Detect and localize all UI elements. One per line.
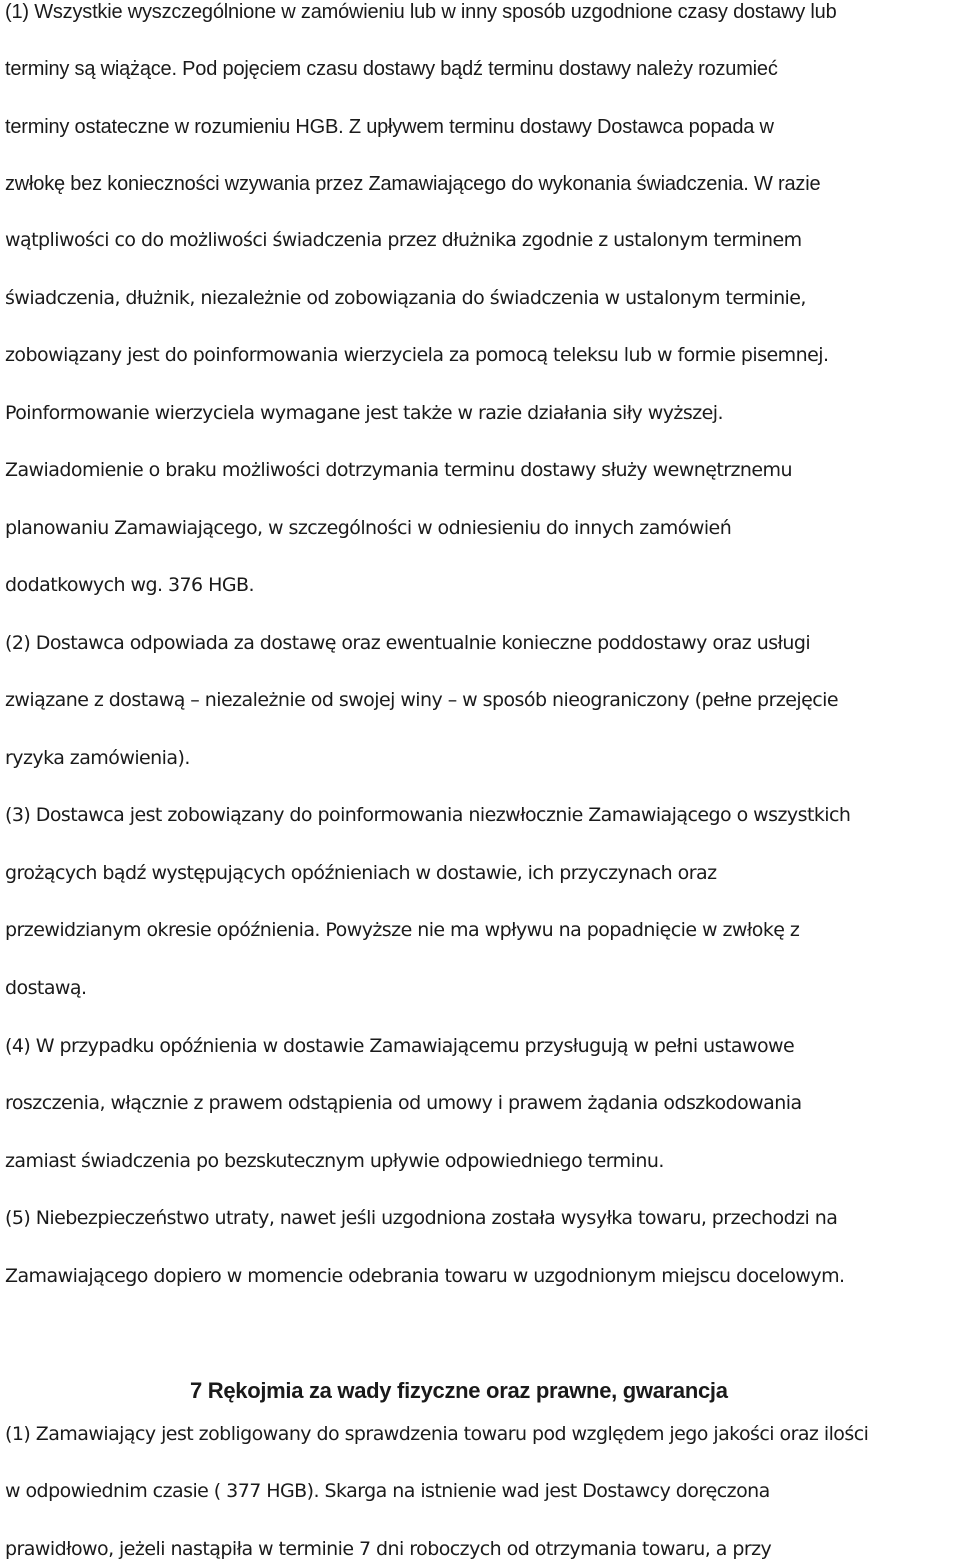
text-line: dodatkowych wg. 376 HGB. (5, 574, 254, 596)
text-line: świadczenia, dłużnik, niezależnie od zobowiązania do świadczenia w ustalonym terminie, (5, 287, 806, 309)
text-line: zwłokę bez konieczności wzywania przez Zamawiającego do wykonania świadczenia. W razie (5, 173, 821, 195)
text-line: (4) W przypadku opóźnienia w dostawie Zamawiającemu przysługują w pełni ustawowe (5, 1035, 795, 1057)
text-line: Poinformowanie wierzyciela wymagane jest także w razie działania siły wyższej. (5, 402, 723, 424)
text-line: prawidłowo, jeżeli nastąpiła w terminie 7 dni roboczych od otrzymania towaru, a przy (5, 1538, 772, 1560)
text-line: wątpliwości co do możliwości świadczenia przez dłużnika zgodnie z ustalonym terminem (5, 229, 802, 251)
text-line: planowaniu Zamawiającego, w szczególności w odniesieniu do innych zamówień (5, 517, 732, 539)
text-line: zobowiązany jest do poinformowania wierzyciela za pomocą teleksu lub w formie pisemnej. (5, 344, 829, 366)
text-line: (1) Zamawiający jest zobligowany do sprawdzenia towaru pod względem jego jakości oraz ilości (5, 1423, 869, 1445)
text-line: ryzyka zamówienia). (5, 747, 190, 769)
text-line: terminy ostateczne w rozumieniu HGB. Z upływem terminu dostawy Dostawca popada w (5, 116, 774, 138)
text-line: terminy są wiążące. Pod pojęciem czasu dostawy bądź terminu dostawy należy rozumieć (5, 58, 778, 80)
text-line: przewidzianym okresie opóźnienia. Powyższe nie ma wpływu na popadnięcie w zwłokę z (5, 919, 800, 941)
section-heading: 7 Rękojmia za wady fizyczne oraz prawne, gwarancja (190, 1378, 728, 1403)
text-line: Zawiadomienie o braku możliwości dotrzymania terminu dostawy służy wewnętrznemu (5, 459, 793, 481)
text-line: (2) Dostawca odpowiada za dostawę oraz ewentualnie konieczne poddostawy oraz usługi (5, 632, 811, 654)
text-line: (5) Niebezpieczeństwo utraty, nawet jeśli uzgodniona została wysyłka towaru, przechodzi na (5, 1207, 838, 1229)
text-line: (3) Dostawca jest zobowiązany do poinformowania niezwłocznie Zamawiającego o wszystkich (5, 804, 851, 826)
text-line: roszczenia, włącznie z prawem odstąpienia od umowy i prawem żądania odszkodowania (5, 1092, 802, 1114)
text-line: (1) Wszystkie wyszczególnione w zamówieniu lub w inny sposób uzgodnione czasy dostawy lub (5, 1, 837, 23)
text-line: w odpowiednim czasie ( 377 HGB). Skarga na istnienie wad jest Dostawcy doręczona (5, 1480, 770, 1502)
text-line: grożących bądź występujących opóźnieniach w dostawie, ich przyczynach oraz (5, 862, 717, 884)
text-line: związane z dostawą – niezależnie od swojej winy – w sposób nieograniczony (pełne przejęcie (5, 689, 839, 711)
text-line: dostawą. (5, 977, 87, 999)
text-line: Zamawiającego dopiero w momencie odebrania towaru w uzgodnionym miejscu docelowym. (5, 1265, 845, 1287)
text-line: zamiast świadczenia po bezskutecznym upływie odpowiedniego terminu. (5, 1150, 664, 1172)
